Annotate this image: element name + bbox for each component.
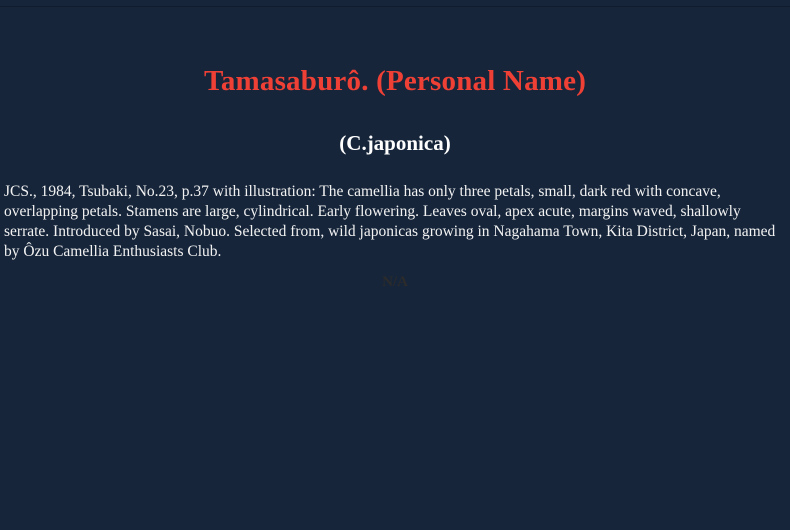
image-placeholder: N/A — [382, 274, 408, 290]
description-text: JCS., 1984, Tsubaki, No.23, p.37 with illustration: The camellia has only three petals, small, dark red with concave, overlapping petals. Stamens are large, cylindrical. Early flowering. Leaves oval, apex acute, margins waved, shallowly serrate. Introduced by Sasai, Nobuo. Selected from, wild japonicas growing in Nagahama Town, Kita District, Japan, named by Ôzu Camellia Enthusiasts Club. — [4, 182, 776, 260]
page-title: Tamasaburô. (Personal Name) — [203, 65, 587, 98]
species-subtitle: (C.japonica) — [339, 131, 451, 156]
top-divider — [0, 0, 790, 7]
